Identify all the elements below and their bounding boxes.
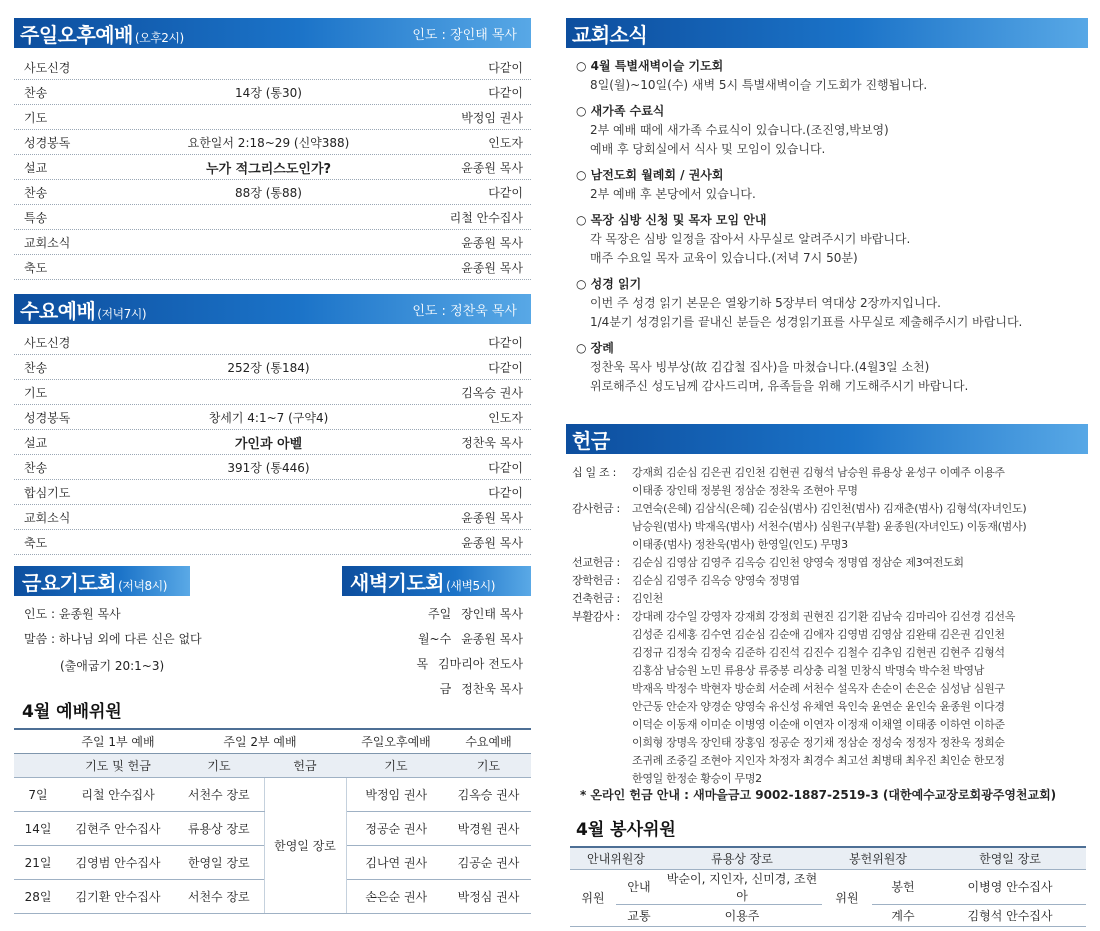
offering-group-names (632, 590, 1088, 608)
order-item: 사도신경 (24, 60, 71, 75)
order-row (14, 330, 531, 355)
dawn-row (418, 630, 523, 647)
news-item (576, 101, 1082, 159)
offering-names-line: 강재희 김순심 김은권 김인천 김현권 김형석 남승원 류용상 윤성구 이예주 이용주 (632, 466, 1005, 479)
offering-names-line: 이덕순 이동재 이미순 이병영 이순애 이연자 이정재 이채열 이태종 이하연 이하준 (632, 718, 1005, 731)
april-service-table: 안내위원장 류용상 장로 봉헌위원장 한영일 장로 위원 안내 박순이, 지인자, 신미경, 조현아 위원 봉헌 이병영 안수집사 교통 이용주 계수 김형석 안수집사 (570, 846, 1086, 927)
order-person: 인도자 (488, 410, 523, 425)
worship-sub-3: 헌금 (264, 753, 346, 777)
guide-chief-label: 안내위원장 (570, 847, 662, 869)
offering-names-line: 이태종 장인태 정봉원 정삼순 정찬욱 조현아 무명 (632, 484, 858, 497)
worship-sub-1: 기도 및 헌금 (62, 753, 174, 777)
order-row (14, 355, 531, 380)
friday-leader: 인도 : 윤종원 목사 (24, 607, 121, 621)
order-content: 391장 (통446) (227, 460, 310, 475)
order-row (14, 180, 531, 205)
order-person: 윤종원 목사 (461, 535, 523, 550)
news-item-line: 예배 후 당회실에서 식사 및 모임이 있습니다. (590, 142, 826, 156)
offering-group (572, 608, 1088, 788)
offering-names-line: 조귀례 조중길 조현아 지인자 차정자 최경수 최고선 최병태 최우진 최인순 한모정 (632, 754, 1005, 767)
offering-names-line: 김성준 김세홍 김수연 김순심 김순애 김애자 김영범 김영삼 김완태 김은권 김인천 (632, 628, 1005, 641)
april-worship-heading: 4월 예배위원 (22, 702, 122, 722)
news-item-line: 8일(월)~10일(수) 새벽 5시 특별새벽이슬 기도회가 진행됩니다. (590, 78, 928, 92)
order-item: 합심기도 (24, 485, 71, 500)
order-item: 설교 (24, 435, 48, 450)
news-item-title: ○ 장례 (576, 341, 614, 355)
order-person: 다같이 (488, 185, 523, 200)
news-item-line: 2부 예배 후 본당에서 있습니다. (590, 187, 756, 201)
offering-chief-label: 봉헌위원장 (822, 847, 934, 869)
news-title: 교회소식 (572, 22, 648, 47)
order-row (14, 105, 531, 130)
offering-group-names (632, 464, 1088, 500)
order-item: 찬송 (24, 85, 48, 100)
order-row (14, 405, 531, 430)
friday-scripture: (출애굽기 20:1~3) (60, 659, 165, 673)
offering-names-line: 김홍삼 남승원 노민 류용상 류중봉 리상충 리철 민창식 박명숙 박수천 박영남 (632, 664, 985, 677)
order-row (14, 155, 531, 180)
news-item (576, 210, 1082, 268)
table-row: 14일 김현주 안수집사 류용상 장로 정공순 권사 박경원 권사 (14, 811, 531, 845)
news-item-line: 2부 예배 때에 새가족 수료식이 있습니다.(조진영,박보영) (590, 123, 889, 137)
offering-names-line: 김순심 김영삼 김영주 김옥승 김인천 양영숙 정명엽 정삼순 제3여전도회 (632, 556, 964, 569)
offering-group-label: 선교헌금 : (572, 556, 620, 569)
offering-names-line: 김인천 (632, 592, 663, 605)
offering-group (572, 500, 1088, 554)
offering-group-names (632, 608, 1088, 788)
wednesday-title: 수요예배 (저녁7시) (20, 298, 147, 323)
april-service-heading: 4월 봉사위원 (576, 820, 676, 840)
news-header (566, 18, 1088, 48)
table-row: 28일 김기환 안수집사 서천수 장로 손은순 권사 박정심 권사 (14, 879, 531, 913)
news-item-title: ○ 성경 읽기 (576, 277, 642, 291)
worship-sub-2: 기도 (174, 753, 264, 777)
order-person: 윤종원 목사 (461, 260, 523, 275)
dawn-day: 주일 (428, 607, 452, 621)
friday-title: 금요기도회 (저녁8시) (22, 570, 167, 595)
offering-group-names (632, 572, 1088, 590)
dawn-person: 정찬욱 목사 (461, 682, 523, 696)
news-item (576, 274, 1082, 332)
offering-names-line: 박재옥 박정수 박현자 방순희 서순례 서천수 설옥자 손순이 손은순 심성남 심원구 (632, 682, 1005, 695)
order-row (14, 430, 531, 455)
guide-chief-name: 류용상 장로 (662, 847, 822, 869)
order-item: 찬송 (24, 360, 48, 375)
dawn-person: 김마리아 전도사 (438, 657, 523, 671)
order-person: 다같이 (488, 460, 523, 475)
order-content: 누가 적그리스도인가? (205, 161, 332, 177)
offering-names-line: 남승원(범사) 박재옥(범사) 서천수(범사) 심원구(부활) 윤종원(자녀인도) 이동재(범사) (632, 520, 1027, 533)
order-person: 다같이 (488, 360, 523, 375)
order-item: 기도 (24, 385, 48, 400)
order-row (14, 480, 531, 505)
order-item: 사도신경 (24, 335, 71, 350)
sunday-pm-title: 주일오후예배 (오후2시) (20, 22, 184, 47)
order-person: 다같이 (488, 85, 523, 100)
order-row (14, 255, 531, 280)
offering-chief-name: 한영일 장로 (934, 847, 1086, 869)
news-item-line: 각 목장은 심방 일정을 잡아서 사무실로 알려주시기 바랍니다. (590, 232, 911, 246)
order-item: 축도 (24, 260, 48, 275)
order-person: 다같이 (488, 60, 523, 75)
worship-sub-5: 기도 (446, 753, 531, 777)
order-item: 특송 (24, 210, 48, 225)
offering-group-label: 장학헌금 : (572, 574, 620, 587)
dawn-row (428, 605, 523, 622)
order-row (14, 130, 531, 155)
order-person: 박정임 권사 (461, 110, 523, 125)
worship-head-1: 주일 1부 예배 (62, 729, 174, 753)
order-person: 윤종원 목사 (461, 510, 523, 525)
dawn-person: 윤종원 목사 (461, 632, 523, 646)
online-offering-info: * 온라인 헌금 안내 : 새마을금고 9002-1887-2519-3 (대한예수교장로회광주영천교회) (580, 788, 1057, 802)
table-row: 21일 김영범 안수집사 한영일 장로 김나연 권사 김공순 권사 (14, 845, 531, 879)
order-item: 찬송 (24, 185, 48, 200)
news-item (576, 165, 1082, 204)
dawn-day: 목 (416, 657, 429, 671)
order-person: 인도자 (488, 135, 523, 150)
dawn-day: 금 (439, 682, 452, 696)
news-item-line: 정찬욱 목사 빙부상(故 김갑철 집사)을 마쳤습니다.(4월3일 소천) (590, 360, 930, 374)
order-item: 축도 (24, 535, 48, 550)
order-item: 기도 (24, 110, 48, 125)
offering-group-label: 부활감사 : (572, 610, 620, 623)
order-content: 14장 (통30) (235, 85, 302, 100)
order-content: 요한일서 2:18~29 (신약388) (187, 135, 350, 150)
order-row (14, 530, 531, 555)
news-item-line: 이번 주 성경 읽기 본문은 열왕기하 5장부터 역대상 2장까지입니다. (590, 296, 941, 310)
news-item (576, 56, 1082, 95)
order-person: 리철 안수집사 (449, 210, 523, 225)
order-person: 다같이 (488, 335, 523, 350)
offering-names-line: 한영일 한정순 황승이 무명2 (632, 772, 762, 785)
order-content: 88장 (통88) (235, 185, 302, 200)
order-person: 윤종원 목사 (461, 235, 523, 250)
sunday-pm-order (14, 55, 531, 280)
news-list (576, 56, 1082, 402)
offering-group-label: 십 일 조 : (572, 466, 616, 479)
offering-group-names (632, 554, 1088, 572)
order-item: 교회소식 (24, 510, 71, 525)
news-item-title: ○ 남전도회 월례회 / 권사회 (576, 168, 724, 182)
order-row (14, 455, 531, 480)
order-content: 가인과 아벨 (234, 436, 303, 452)
worship-sub-4: 기도 (346, 753, 446, 777)
order-item: 교회소식 (24, 235, 71, 250)
offering-group-label: 감사헌금 : (572, 502, 620, 515)
news-item (576, 338, 1082, 396)
order-person: 정찬욱 목사 (461, 435, 523, 450)
order-row (14, 230, 531, 255)
offering-names-line: 김순심 김영주 김옥승 양영숙 정명엽 (632, 574, 800, 587)
wednesday-header (14, 294, 531, 324)
order-person: 윤종원 목사 (461, 160, 523, 175)
order-person: 김옥승 권사 (461, 385, 523, 400)
news-item-title: ○ 새가족 수료식 (576, 104, 665, 118)
news-item-line: 매주 수요일 목자 교육이 있습니다.(저녁 7시 50분) (590, 251, 858, 265)
news-item-line: 1/4분기 성경읽기를 끝내신 분들은 성경읽기표를 사무실로 제출해주시기 바랍니다. (590, 315, 1023, 329)
worship-head-4: 수요예배 (446, 729, 531, 753)
offering-list (572, 464, 1088, 788)
worship-head-3: 주일오후예배 (346, 729, 446, 753)
wednesday-order (14, 330, 531, 555)
offering-group (572, 554, 1088, 572)
news-item-title: ○ 목장 심방 신청 및 목자 모임 안내 (576, 213, 767, 227)
order-row (14, 505, 531, 530)
dawn-header (342, 566, 531, 596)
order-row (14, 55, 531, 80)
offering-group (572, 590, 1088, 608)
dawn-row (440, 680, 523, 697)
worship-head-2: 주일 2부 예배 (174, 729, 346, 753)
member-label-right: 위원 (822, 869, 872, 926)
offering-names-line: 이희형 장명옥 장인태 장홍임 정공순 정기채 정삼순 정성숙 정정자 정찬욱 정희순 (632, 736, 1005, 749)
friday-header (14, 566, 190, 596)
april-worship-table (14, 728, 531, 914)
offering-names-line: 안근동 안순자 양경순 양영숙 유신성 유채연 육인숙 윤연순 윤인숙 윤종원 이다경 (632, 700, 1005, 713)
offering-names-line: 김정규 김정숙 김정숙 김준하 김진석 김진수 김철수 김추임 김현권 김현주 김형석 (632, 646, 1005, 659)
sunday-pm-leader: 인도 : 장인태 목사 (412, 27, 517, 43)
order-row (14, 80, 531, 105)
order-row (14, 380, 531, 405)
offering-group (572, 572, 1088, 590)
offering-title: 헌금 (572, 428, 610, 453)
order-content: 252장 (통184) (227, 360, 310, 375)
order-item: 찬송 (24, 460, 48, 475)
offering-group-names (632, 500, 1088, 554)
offering-all-cell: 한영일 장로 (264, 777, 346, 913)
order-item: 성경봉독 (24, 135, 71, 150)
member-label-left: 위원 (570, 869, 616, 926)
offering-group (572, 464, 1088, 500)
friday-message: 말씀 : 하나님 외에 다른 신은 없다 (24, 632, 202, 646)
offering-group-label: 건축헌금 : (572, 592, 620, 605)
offering-names-line: 고연숙(은혜) 김삼식(은혜) 김순심(범사) 김인천(범사) 김재춘(범사) 김형석(자녀인도) (632, 502, 1027, 515)
order-item: 성경봉독 (24, 410, 71, 425)
dawn-title: 새벽기도회 (새벽5시) (350, 570, 495, 595)
wednesday-leader: 인도 : 정찬욱 목사 (412, 303, 517, 319)
order-content: 창세기 4:1~7 (구약4) (208, 410, 329, 425)
order-person: 다같이 (488, 485, 523, 500)
offering-header (566, 424, 1088, 454)
news-item-line: 위로해주신 성도님께 감사드리며, 유족들을 위해 기도해주시기 바랍니다. (590, 379, 969, 393)
dawn-day: 월~수 (417, 632, 452, 646)
dawn-row (416, 655, 523, 672)
order-row (14, 205, 531, 230)
offering-names-line: 이태종(범사) 정찬욱(범사) 한영일(인도) 무명3 (632, 538, 848, 551)
table-row: 7일 리철 안수집사 서천수 장로 한영일 장로 박정임 권사 김옥승 권사 (14, 777, 531, 811)
sunday-pm-header (14, 18, 531, 48)
offering-names-line: 강대례 강수일 강영자 강재희 강정희 권현진 김기환 김남숙 김마리아 김선경 김선옥 (632, 610, 1016, 623)
dawn-person: 장인태 목사 (461, 607, 523, 621)
order-item: 설교 (24, 160, 48, 175)
news-item-title: ○ 4월 특별새벽이슬 기도회 (576, 59, 724, 73)
